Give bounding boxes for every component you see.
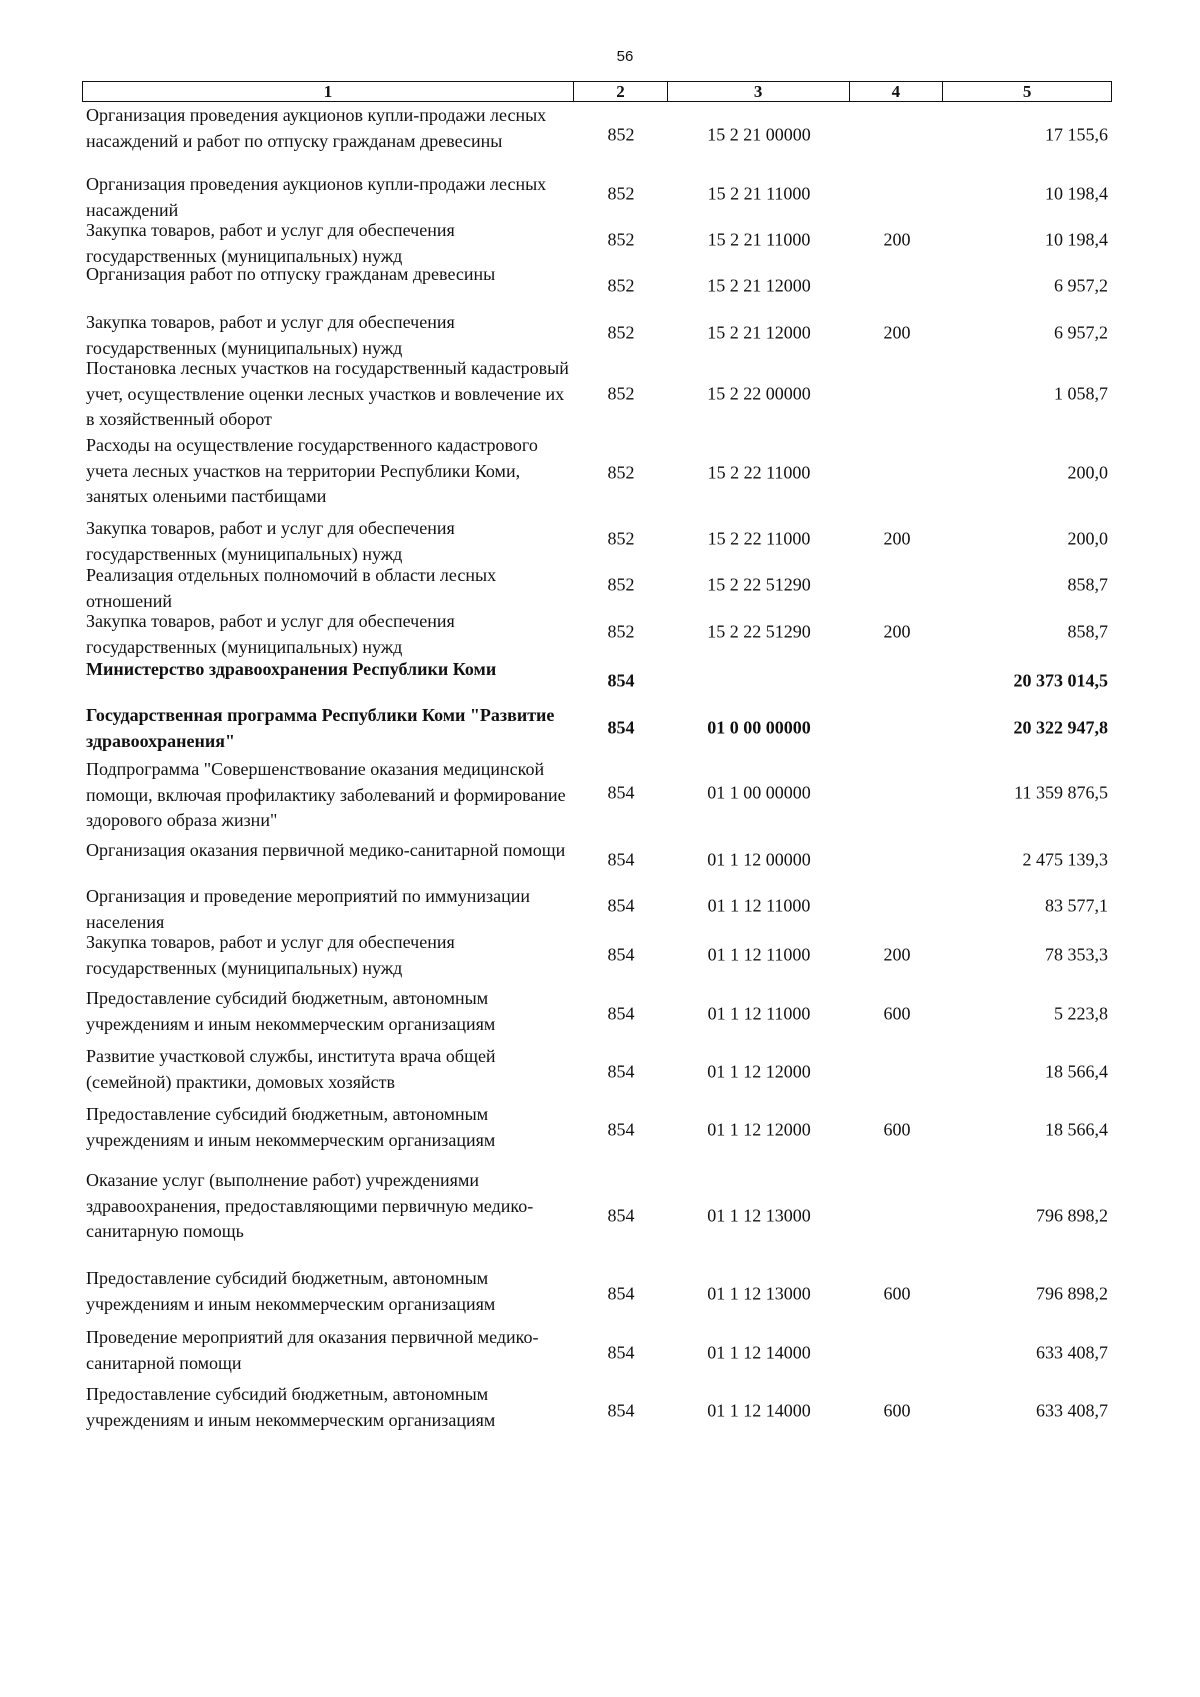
row-code: 854 bbox=[607, 1400, 635, 1421]
row-name: Закупка товаров, работ и услуг для обеспечения государственных (муниципальных) нужд bbox=[86, 220, 455, 266]
row-amount: 10 198,4 bbox=[1045, 183, 1108, 204]
row-name: Организация и проведение мероприятий по иммунизации населения bbox=[86, 886, 530, 932]
table-row bbox=[82, 838, 1112, 882]
row-target-code: 01 1 12 11000 bbox=[707, 1003, 811, 1024]
row-amount: 20 322 947,8 bbox=[1013, 717, 1108, 738]
row-amount: 78 353,3 bbox=[1045, 944, 1108, 965]
row-target-code: 01 1 12 00000 bbox=[707, 849, 811, 870]
table-row bbox=[82, 1168, 1112, 1264]
row-amount: 633 408,7 bbox=[1036, 1342, 1108, 1363]
table-row bbox=[82, 218, 1112, 266]
table-row bbox=[82, 310, 1112, 356]
row-amount: 796 898,2 bbox=[1036, 1205, 1108, 1226]
row-name: Организация проведения аукционов купли-продажи лесных насаждений bbox=[86, 174, 547, 220]
row-code: 852 bbox=[607, 183, 635, 204]
row-code: 854 bbox=[607, 670, 635, 691]
row-target-code: 15 2 21 12000 bbox=[707, 275, 811, 296]
row-target-code: 15 2 22 11000 bbox=[707, 462, 811, 483]
table-row bbox=[82, 657, 1112, 705]
table-row bbox=[82, 1325, 1112, 1381]
row-type-code: 600 bbox=[883, 1400, 911, 1421]
row-amount: 200,0 bbox=[1067, 528, 1108, 549]
row-code: 854 bbox=[607, 1003, 635, 1024]
row-code: 854 bbox=[607, 782, 635, 803]
row-code: 854 bbox=[607, 1061, 635, 1082]
table-row bbox=[82, 1382, 1112, 1440]
row-name: Предоставление субсидий бюджетным, автономным учреждениям и иным некоммерческим организациям bbox=[86, 1104, 496, 1150]
row-name: Развитие участковой службы, института врача общей (семейной) практики, домовых хозяйств bbox=[86, 1046, 496, 1092]
row-amount: 633 408,7 bbox=[1036, 1400, 1108, 1421]
row-name: Закупка товаров, работ и услуг для обеспечения государственных (муниципальных) нужд bbox=[86, 312, 455, 358]
page-number: 56 bbox=[616, 48, 634, 65]
row-amount: 83 577,1 bbox=[1045, 895, 1108, 916]
row-target-code: 01 0 00 00000 bbox=[707, 717, 811, 738]
row-amount: 796 898,2 bbox=[1036, 1283, 1108, 1304]
row-amount: 5 223,8 bbox=[1054, 1003, 1108, 1024]
row-name: Организация оказания первичной медико-санитарной помощи bbox=[86, 840, 566, 860]
table-row bbox=[82, 703, 1112, 753]
row-target-code: 15 2 22 00000 bbox=[707, 383, 811, 404]
header-col-3: 3 bbox=[668, 82, 850, 101]
row-type-code: 200 bbox=[883, 944, 911, 965]
row-code: 854 bbox=[607, 849, 635, 870]
table-row bbox=[82, 757, 1112, 829]
table-row bbox=[82, 1102, 1112, 1158]
row-type-code: 200 bbox=[883, 528, 911, 549]
row-code: 854 bbox=[607, 895, 635, 916]
row-amount: 6 957,2 bbox=[1054, 322, 1108, 343]
row-target-code: 15 2 22 51290 bbox=[707, 574, 811, 595]
row-code: 854 bbox=[607, 944, 635, 965]
table-row bbox=[82, 172, 1112, 220]
row-code: 852 bbox=[607, 574, 635, 595]
row-target-code: 01 1 12 12000 bbox=[707, 1119, 811, 1140]
row-type-code: 200 bbox=[883, 621, 911, 642]
row-name: Закупка товаров, работ и услуг для обеспечения государственных (муниципальных) нужд bbox=[86, 518, 455, 564]
row-name: Расходы на осуществление государственного кадастрового учета лесных участков на территории Республики Коми, занятых оленьими пастбищами bbox=[86, 435, 538, 506]
row-amount: 2 475 139,3 bbox=[1022, 849, 1108, 870]
row-target-code: 01 1 12 11000 bbox=[707, 944, 811, 965]
row-code: 852 bbox=[607, 462, 635, 483]
row-name: Закупка товаров, работ и услуг для обеспечения государственных (муниципальных) нужд bbox=[86, 611, 455, 657]
header-col-5: 5 bbox=[1022, 82, 1032, 101]
table-row bbox=[82, 884, 1112, 932]
row-target-code: 15 2 22 51290 bbox=[707, 621, 811, 642]
table-row bbox=[82, 262, 1112, 310]
row-target-code: 15 2 21 11000 bbox=[707, 183, 811, 204]
row-name: Организация проведения аукционов купли-продажи лесных насаждений и работ по отпуску гражданам древесины bbox=[86, 105, 547, 151]
row-code: 854 bbox=[607, 717, 635, 738]
row-amount: 17 155,6 bbox=[1045, 124, 1108, 145]
row-code: 852 bbox=[607, 229, 635, 250]
row-name: Подпрограмма "Совершенствование оказания медицинской помощи, включая профилактику заболеваний и формирование здорового образа жизни" bbox=[86, 759, 566, 830]
row-target-code: 15 2 21 12000 bbox=[707, 322, 811, 343]
row-name: Предоставление субсидий бюджетным, автономным учреждениям и иным некоммерческим организациям bbox=[86, 1384, 496, 1430]
row-name: Закупка товаров, работ и услуг для обеспечения государственных (муниципальных) нужд bbox=[86, 932, 455, 978]
row-type-code: 200 bbox=[883, 322, 911, 343]
row-code: 852 bbox=[607, 383, 635, 404]
table-row bbox=[82, 433, 1112, 513]
row-code: 854 bbox=[607, 1205, 635, 1226]
row-name: Министерство здравоохранения Республики Коми bbox=[86, 659, 497, 679]
row-name: Реализация отдельных полномочий в области лесных отношений bbox=[86, 565, 497, 611]
row-target-code: 15 2 22 11000 bbox=[707, 528, 811, 549]
table-row bbox=[82, 1044, 1112, 1100]
row-name: Государственная программа Республики Коми "Развитие здравоохранения" bbox=[86, 705, 555, 751]
row-target-code: 01 1 12 13000 bbox=[707, 1205, 811, 1226]
table-row bbox=[82, 516, 1112, 562]
row-amount: 18 566,4 bbox=[1045, 1061, 1108, 1082]
header-col-1: 1 bbox=[83, 82, 574, 101]
row-type-code: 200 bbox=[883, 229, 911, 250]
row-amount: 10 198,4 bbox=[1045, 229, 1108, 250]
row-target-code: 01 1 00 00000 bbox=[707, 782, 811, 803]
row-code: 852 bbox=[607, 322, 635, 343]
row-code: 852 bbox=[607, 275, 635, 296]
row-amount: 18 566,4 bbox=[1045, 1119, 1108, 1140]
row-code: 854 bbox=[607, 1283, 635, 1304]
row-amount: 6 957,2 bbox=[1054, 275, 1108, 296]
table-row bbox=[82, 103, 1112, 167]
header-col-4: 4 bbox=[850, 82, 944, 101]
header-col-2: 2 bbox=[574, 82, 668, 101]
table-row bbox=[82, 609, 1112, 655]
row-type-code: 600 bbox=[883, 1003, 911, 1024]
row-name: Оказание услуг (выполнение работ) учреждениями здравоохранения, предоставляющими первичную медико-санитарную помощь bbox=[86, 1170, 534, 1241]
row-target-code: 01 1 12 12000 bbox=[707, 1061, 811, 1082]
row-type-code: 600 bbox=[883, 1283, 911, 1304]
row-code: 852 bbox=[607, 124, 635, 145]
row-type-code: 600 bbox=[883, 1119, 911, 1140]
table-row bbox=[82, 563, 1112, 611]
row-name: Предоставление субсидий бюджетным, автономным учреждениям и иным некоммерческим организациям bbox=[86, 1268, 496, 1314]
row-name: Организация работ по отпуску гражданам древесины bbox=[86, 264, 496, 284]
row-target-code: 15 2 21 00000 bbox=[707, 124, 811, 145]
row-name: Проведение мероприятий для оказания первичной медико-санитарной помощи bbox=[86, 1327, 539, 1373]
row-code: 852 bbox=[607, 621, 635, 642]
table-row bbox=[82, 986, 1112, 1042]
row-name: Постановка лесных участков на государственный кадастровый учет, осуществление оценки лесных участков и вовлечение их в хозяйственный оборот bbox=[86, 358, 569, 429]
table-row bbox=[82, 930, 1112, 980]
row-amount: 858,7 bbox=[1067, 621, 1108, 642]
table-header bbox=[82, 81, 1112, 102]
row-target-code: 15 2 21 11000 bbox=[707, 229, 811, 250]
row-amount: 20 373 014,5 bbox=[1013, 670, 1108, 691]
row-amount: 858,7 bbox=[1067, 574, 1108, 595]
row-code: 852 bbox=[607, 528, 635, 549]
table-row bbox=[82, 1266, 1112, 1322]
row-target-code: 01 1 12 14000 bbox=[707, 1400, 811, 1421]
row-amount: 1 058,7 bbox=[1054, 383, 1108, 404]
table-row bbox=[82, 356, 1112, 432]
row-target-code: 01 1 12 13000 bbox=[707, 1283, 811, 1304]
row-code: 854 bbox=[607, 1342, 635, 1363]
row-target-code: 01 1 12 14000 bbox=[707, 1342, 811, 1363]
row-amount: 11 359 876,5 bbox=[1014, 782, 1108, 803]
row-amount: 200,0 bbox=[1067, 462, 1108, 483]
row-code: 854 bbox=[607, 1119, 635, 1140]
row-target-code: 01 1 12 11000 bbox=[707, 895, 811, 916]
row-name: Предоставление субсидий бюджетным, автономным учреждениям и иным некоммерческим организациям bbox=[86, 988, 496, 1034]
